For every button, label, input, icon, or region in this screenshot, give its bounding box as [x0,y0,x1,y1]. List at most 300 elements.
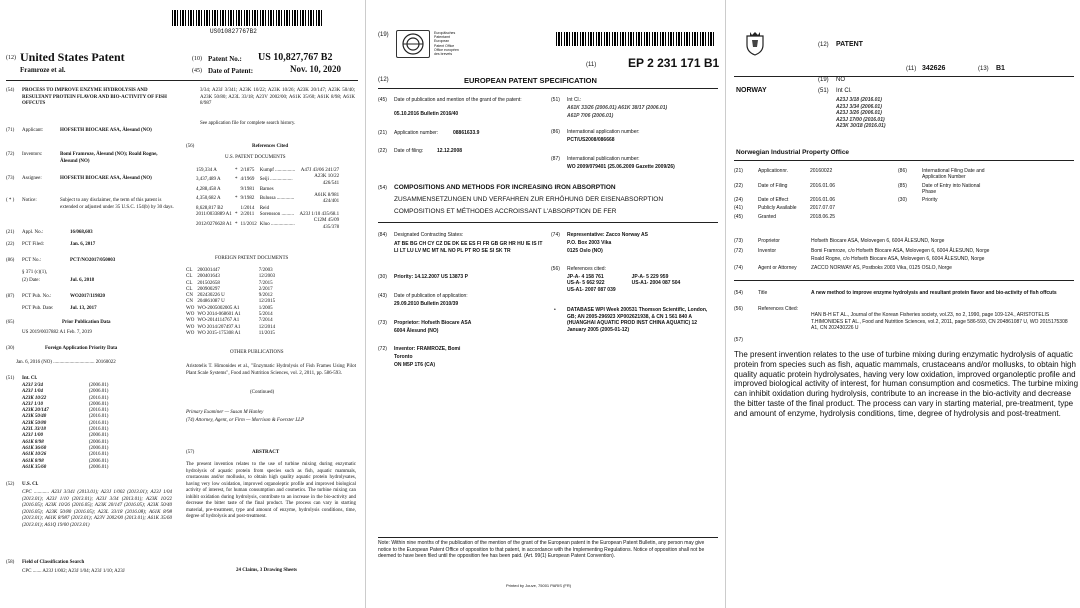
no-field-code-2: (30) [898,197,907,204]
doc-date: 5/2014 [258,312,273,318]
us-prior-pub-title: Prior Publication Data [62,320,111,325]
no-int-cl-item: A23J 17/00 (2016.01) [836,116,885,123]
doc-number: WO 2015-175308 A1 [197,330,241,336]
doc-country: CL [186,280,193,286]
us-header-rule [6,80,358,81]
no-kind: B1 [996,65,1005,72]
no-field-label-2 [922,214,992,222]
no-code51: (51) [818,88,829,94]
doc-class: A47J 43/06 241/27 [300,168,340,173]
ep-priority: Priority: 14.12.2007 US 13873 P [394,274,468,280]
int-cl-code: A23J 3/34 [22,383,43,388]
no-field-label: Applicationnr. [758,168,789,174]
us-references-title: References Cited [252,144,289,149]
int-cl-version: (2006.01) [88,383,109,388]
us-f371-date: Jul. 6, 2018 [70,278,95,283]
int-cl-code: A23K 50/40 [22,414,47,420]
doc-name: Kumpf ................ [259,168,296,173]
ep-proprietor-address: 6004 Ålesund (NO) [394,328,439,334]
ep-office-line: Office européen [434,47,459,52]
no-int-cl-list [818,97,885,130]
no-field-code-2 [898,205,922,213]
int-cl-version: (2006.01) [88,439,109,445]
int-cl-code: A23J 1/04 [22,389,43,395]
us-examiner: Primary Examiner — Susan M Hanley [186,410,264,415]
int-cl-code: A61K 8/98 [22,439,44,445]
ep-rep-address-2: 0125 Oslo (NO) [567,248,603,254]
us-doc-row [196,218,342,231]
ep-ref-cell: US-A1- 2007 087 039 [567,286,616,293]
ep-ref-database: DATABASE WPI Week 200531 Thomson Scientific, London, GB; AN 2005-296923 XP002621938, & CN 1 561 840 A (HUANGHAI AQUATIC PROD INST CHINA AQUATIC) 12 January 2005 (2005-01-12) [567,307,708,333]
us-attorney: (74) Attorney, Agent, or Firm — Morrison & Foerster LLP [186,418,305,423]
us-us-cl-text: CPC ............ A23J 3/341 (2013.01); A23J 1/002 (2013.01); A23J 1/04 (2013.01); A23J 1/10 (2013.01); A23J 3/34 (2013.01); A23K 10/22 (2016.05); A23K 10/26 (2016.05); A23K 20/147 (2016.05); A23K 50/40 (2016.05); A23K 50/80 (2016.05); A23L 33/18 (2016.08); A61K 8/98 (2013.01); A61K 8/987 (2013.01); A23V 2002/00 (2013.01); A61K 35/60 (2013.01); A61Q 19/00 (2013.01) [22,490,172,528]
doc-date: 7/2003 [258,268,273,273]
no-rule-lower [734,280,1074,281]
ep-office-line: des brevets [434,52,453,57]
no-country: NORWAY [736,87,767,94]
int-cl-version: (2016.01) [88,420,109,426]
ep-refs-table [567,274,696,293]
no-proprietor: Hofseth Biocare ASA, Molovegen 6, 6004 ÅLESUND, Norge [811,238,945,244]
no-f74-label: Agent or Attorney [758,265,797,271]
us-other-pubs-text: Aristotelis T. Himonides et al., "Enzymatic Hydrolysis of Fish Frames Using Pilot Plant Scale Systems", Food and Nutrition Sciences, vol. 2, 2011, pp. 586-593. [186,364,356,376]
doc-country: WO [186,305,195,311]
ep-f56-code: (56) [551,266,560,272]
no-rule-mid [734,160,1074,161]
ep-office-line: Europäisches [434,31,456,35]
no-info-row [734,214,992,222]
ep-f21-code: (21) [378,130,387,136]
doc-country: CL [186,268,193,273]
ep-printer: Printed by Jouve, 75001 PARIS (FR) [506,583,572,588]
no-field-code: (22) [734,182,743,189]
no-field-label-2 [922,205,992,213]
ep-grant-date: 05.10.2016 Bulletin 2016/40 [394,111,459,117]
us-f86-label: PCT No.: [22,258,42,263]
ep-patent-page [365,0,725,608]
us-field-search-text: CPC ....... A23J 1/002; A23J 1/04; A23J 1/10; A23J [22,569,125,574]
ep-ref-bullet: • [554,307,556,313]
us-patent-no: US 10,827,767 B2 [258,52,333,63]
ep-opposition-note: Note: Within nine months of the publication of the mention of the grant of the European patent in the European Patent Bulletin, any person may give notice to the European Patent Office of opposition to that patent, in accordance with the Implementing Regulations. Notice of opposition shall not be deemed to have been filed until the opposition fee has been paid. (Art. 99(1) European Patent Convention). [378,537,718,560]
foreign-doc-row [186,331,278,337]
no-info-row [734,183,992,198]
doc-date: 2/2017 [258,286,273,292]
int-cl-code: A23J 1/00 [22,433,43,439]
us-notice-label: Notice: [22,198,37,203]
us-title: United States Patent [20,50,125,64]
ep-f54-code: (54) [378,185,387,191]
ep-barcode [556,32,716,46]
no-field-value: 2016.01.06 [810,182,836,189]
no-inventor-1: Bomi Framroze, c/o Hofseth Biocare ASA, Molovegen 6, 6004 ÅLESUND, Norge [811,248,990,254]
doc-number: 159,334 A [196,168,217,173]
us-f65-code: (65) [6,320,15,325]
us-int-cl-table [22,383,111,471]
ep-proprietor: Proprietor: Hofseth Biocare ASA [394,320,472,326]
norway-crest-icon [744,30,766,56]
us-f54-title: PROCESS TO IMPROVE ENZYME HYDROLYSIS AND RESULTANT PROTEIN FLAVOR AND BIO-ACTIVITY OF FISH OFFCUTS [22,88,167,106]
ep-ref-cell: US-A- 5 662 922 [567,280,605,287]
ep-f45-label: Date of publication and mention of the grant of the patent: [394,97,522,103]
us-f21-code: (21) [6,230,15,235]
doc-country: CN [186,299,193,305]
us-f22-label: PCT Filed: [22,242,44,247]
no-references: HAN B-H ET AL., Journal of the Korean Fisheries society, vol.23, no 2, 1990, page 109-124., ARISTOTELIS T.HIMONIDES ET AL., Food and Nutrition Sciences, vol.2, 2011, page 586-593, CN 204861087 U, WO 2015175308 A1, CN 202430226 U [811,312,1068,331]
doc-number: WO-2005002005 A1 [197,305,240,311]
ep-f22-code: (22) [378,148,387,154]
doc-name: Sorensson .......... [259,212,295,218]
ep-rule-mid [378,222,718,223]
us-assignee: HOFSETH BIOCARE ASA, Ålesund (NO) [60,176,152,181]
ep-title-de: ZUSAMMENSETZUNGEN UND VERFAHREN ZUR ERHÖHUNG DER EISENABSORPTION [394,196,664,203]
no-int-cl-item: A23K 30/18 (2016.01) [836,123,886,129]
doc-number: 3,437,489 A [196,177,221,183]
us-barcode-number: US010827767B2 [210,28,257,35]
doc-date: 11/2015 [258,330,275,336]
doc-flag: * [234,168,238,173]
doc-number: WO 2014/207497 A1 [197,324,241,330]
us-pct-pub-no: WO2017/119820 [70,294,106,299]
ep-ref-cell: JP-A- 5 229 959 [631,274,669,280]
doc-date: 9/1982 [240,196,255,202]
doc-country: WO [186,324,195,330]
no-field-code: (21) [734,168,743,174]
ep-title-en: COMPOSITIONS AND METHODS FOR INCREASING IRON ABSORPTION [394,184,616,191]
no-field-value: 2017.07.07 [810,205,836,212]
doc-date: 12/2014 [258,324,276,330]
no-f74-code: (74) [734,265,743,271]
no-f72-code: (72) [734,248,743,254]
doc-country: WO [186,318,195,324]
us-doc-row [196,193,342,206]
us-claims: 24 Claims, 3 Drawing Sheets [236,568,297,573]
doc-country: CL [186,274,193,280]
us-f73-label: Assignee: [22,176,42,181]
doc-name: Kluo ................... [259,221,295,227]
no-patent-page [725,0,1080,608]
us-applicant: HOFSETH BIOCARE ASA, Ålesund (NO) [60,128,152,133]
us-foreign-docs-table [186,268,278,337]
no-f56-label: References Cited: [758,306,799,312]
us-search-history: See application file for complete search history. [200,121,296,126]
us-us-cl-title: U.S. Cl. [22,482,39,487]
doc-flag: * [234,221,238,227]
no-code19: (19) [818,77,829,83]
ep-code11: (11) [586,62,597,68]
us-f21-label: Appl. No.: [22,230,44,235]
doc-number: 204861087 U [197,299,225,305]
int-cl-version: (2016.01) [88,414,109,420]
doc-flag: * [234,212,238,218]
ep-ref-cell: JP-A- 4 158 761 [567,274,604,280]
ep-app-number: 08861633.9 [453,130,480,136]
ep-office-line: Patent Office [434,43,455,48]
int-cl-code: A23L 33/18 [22,427,46,433]
ep-f87-label: International publication number: [567,156,640,162]
ep-f84-code: (84) [378,232,387,238]
us-abstract-title: ABSTRACT [252,450,280,455]
no-int-cl-item: A23J 3/34 (2006.01) [836,103,882,110]
no-info-row [734,205,992,213]
us-f51-code: (51) [6,376,15,381]
ep-f30-code: (30) [378,274,387,280]
doc-name: Bulussa .............. [259,196,295,202]
no-info-row [734,197,992,205]
ep-f87-code: (87) [551,156,560,162]
doc-flag: * [234,177,238,183]
doc-number: WO 2014-068601 A1 [197,312,241,318]
us-date: Nov. 10, 2020 [290,64,342,74]
ep-number: EP 2 231 171 B1 [628,56,720,70]
int-cl-version: (2006.01) [88,458,109,464]
us-notice: Subject to any disclaimer, the term of this patent is extended or adjusted under 35 U.S.C. 154(b) by 30 days. [60,198,174,210]
us-abstract: The present invention relates to the use of turbine mixing during enzymatic hydrolysis of aquatic protein from species such as fish, aquatic mammals, crustaceans and/or mollusks, to obtain high quality aquatic protein hydrolysates, having very low oxidation, improved organoleptic profile and improved biological activity of interest, for human consumption and cosmetics. The turbine mixing can inhibit oxidation during hydrolysis, contribute to an increase in the bio-activity and decrease the bitter taste of the final product. The process can vary in starting material, pre-treatment, type and amount of enzyme, hydrolysis conditions, time, degree of hydrolysis and post-treatment. [186,462,356,519]
no-inventor-2: Roald Rogne, c/o Hofseth Biocare ASA, Molovegen 6, 6004 ÅLESUND, Norge [811,256,985,262]
us-continued: (Continued) [250,390,275,395]
us-prior-pub-line: US 2019/0037882 A1 Feb. 7, 2019 [22,330,92,335]
us-f72-label: Inventors: [22,152,43,157]
no-code19-val: NO [836,77,845,83]
ep-f21-label: Application number: [394,130,439,136]
ep-title-fr: COMPOSITIONS ET MÉTHODES ACCROISSANT L'ABSORPTION DE FER [394,208,617,215]
ep-f45-code: (45) [378,97,387,103]
ep-representative: Representative: Zacco Norway AS [567,232,648,238]
no-field-label-2: Priority [922,197,938,204]
doc-name: Barnes [259,186,274,192]
no-field-code-2: (85) [898,182,907,189]
doc-number: 200900297 [197,286,220,292]
us-f56-code: (56) [186,144,195,149]
int-cl-code: A23K 50/80 [22,420,47,426]
doc-date: 1/2014 [240,205,255,211]
int-cl-code: A23K 20/147 [22,408,49,414]
foreign-doc-row [186,318,278,324]
int-cl-code: A61K 36/60 [22,445,47,451]
doc-date: 7/2014 [258,318,273,324]
ep-doc-type: EUROPEAN PATENT SPECIFICATION [464,76,597,85]
ep-f43-label: Date of publication of application: [394,293,468,299]
ep-refs-label: References cited: [567,266,606,272]
ep-f51-code: (51) [551,97,560,103]
no-field-code: (45) [734,213,743,220]
no-field-value: 20160022 [810,168,833,174]
us-f71-code: (71) [6,128,15,133]
ep-f73-code: (73) [378,320,387,326]
us-patent-page [0,0,365,608]
us-patent-no-label: Patent No.: [208,55,242,63]
ep-int-cl-line1: A61K 33/26 (2006.01) A61K 38/17 (2006.01) [567,105,668,111]
no-field-code: (24) [734,197,743,204]
doc-number: 202430226 U [197,293,225,299]
us-date-code: (45) [192,68,202,74]
no-rule-top [734,76,1074,77]
int-cl-version: (2016.01) [88,408,109,414]
ep-code19: (19) [378,32,389,38]
ep-inventor-postal: ON M5P 1T6 (CA) [394,362,436,368]
doc-date: 2/1875 [240,168,255,173]
doc-date: 12/2015 [258,299,276,305]
us-inventors: Bomi Framroze, Ålesund (NO); Roald Rogne, Ålesund (NO) [60,152,158,164]
doc-country: WO [186,330,195,336]
us-inventor-short: Framroze et al. [20,66,66,74]
us-f73-code: (73) [6,176,15,181]
epo-logo-icon [396,30,430,58]
ep-f74-code: (74) [551,232,560,238]
us-foreign-priority-line: Jan. 6, 2016 (NO) ................................. 20160022 [16,360,116,365]
ep-filing-date: 12.12.2008 [437,148,463,154]
doc-date: 1/2005 [258,305,273,311]
ep-f84-label: Designated Contracting States: [394,232,464,238]
ep-rep-address-1: P.O. Box 2003 Vika [567,240,612,246]
ep-f51-label: Int Cl.: [567,97,582,103]
no-agent: ZACCO NORWAY AS, Postboks 2003 Vika, 0125 OSLO, Norge [811,265,952,271]
ep-intl-app-no: PCT/US2008/086668 [567,137,615,143]
no-code12: (12) [818,42,829,48]
int-cl-code: A23J 1/10 [22,401,43,407]
us-f371-label: § 371 (c)(1), [22,270,48,275]
us-search-cont: 3/34; A23J 3/341; A23K 10/22; A23K 10/26; A23K 20/147; A23K 50/40; A23K 50/80; A23L 33/18; A23V 2002/00; A61K 35/60; A61K 8/98; A61K 8/987 [200,88,355,106]
doc-number: 2012/0276628 A1 [196,221,232,227]
no-int-cl-label: Int Cl. [836,88,852,94]
no-int-cl-item: A23J 3/26 (2006.01) [836,110,882,116]
no-f56-code: (56) [734,306,743,312]
no-field-label: Publicly Available [758,205,797,212]
no-int-cl-item: A23J 3/18 (2016.01) [836,97,882,103]
doc-class: A23K 10/22 426/541 [314,174,340,186]
us-doc-row [196,174,342,187]
no-field-label-2: International Filing Date and Application Number [922,168,985,181]
no-office: Norwegian Industrial Property Office [736,149,850,156]
us-int-cl-title: Int. Cl. [22,376,38,381]
us-foreign-priority-title: Foreign Application Priority Data [45,346,118,351]
doc-date: 7/2015 [258,280,273,286]
no-f72-label: Inventor [758,248,777,254]
no-title: A new method to improve enzyme hydrolysis and resultant protein flavor and bio-activity of fish offcuts [811,290,1057,296]
us-f371-date-label: (2) Date: [22,278,40,283]
doc-number: 8,628,817 B2 [196,205,224,211]
doc-date: 9/1981 [240,186,255,192]
doc-date: 11/2012 [240,221,257,227]
us-f22-code: (22) [6,242,15,247]
us-other-pubs-title: OTHER PUBLICATIONS [230,350,284,355]
doc-class: A23J 1/10 435/68.1 [299,212,340,218]
doc-class: A61K 8/981 424/401 [314,193,340,205]
no-f54-code: (54) [734,290,743,296]
us-barcode [172,10,322,26]
ep-pub-date: 29.09.2010 Bulletin 2010/39 [394,301,459,307]
no-field-label: Date of Effect [758,197,789,204]
us-f54-code: (54) [6,88,15,93]
no-f73-code: (73) [734,238,743,244]
ep-intl-pub-no: WO 2009/079401 (25.06.2009 Gazette 2009/26) [567,164,675,170]
us-country-code: (12) [6,55,16,61]
doc-country: CN [186,293,193,299]
us-notice-code: ( * ) [6,198,15,203]
doc-number: 4,288,458 A [196,186,221,192]
ep-ref-cell: US-A1- 2004 087 504 [631,280,681,287]
ep-f72-code: (72) [378,346,387,352]
no-field-code-2: (86) [898,168,907,174]
no-doc-type: PATENT [836,41,863,48]
us-pct-pub-date-label: PCT Pub. Date: [22,306,54,311]
ep-code12: (12) [378,77,389,83]
us-field-search-title: Field of Classification Search [22,560,85,565]
us-pct-no: PCT/NO2017/050003 [70,258,116,263]
no-field-value: 2018.06.25 [810,213,836,220]
ep-office-line: Patentamt [434,35,450,40]
doc-name: Reid [259,205,270,211]
doc-number: 4,350,682 A [196,196,221,202]
no-f57-code: (57) [734,337,743,343]
ep-int-cl-line2: A61P 7/06 (2006.01) [567,113,614,119]
us-f57-code: (57) [186,450,195,455]
no-code11: (11) [906,66,917,72]
ep-f43-code: (43) [378,293,387,299]
no-field-code-2 [898,214,922,222]
ep-ref-row [567,287,696,293]
doc-date: 12/2003 [258,274,276,280]
ep-designated-states: AT BE BG CH CY CZ DE DK EE ES FI FR GB GR HR HU IE IS IT LI LT LU LV MC MT NL NO PL PT RO SE SI SK TR [394,241,543,254]
no-info-table [734,168,992,222]
us-f87-code: (87) [6,294,15,299]
doc-number: 200301447 [197,268,220,273]
doc-date: 4/1969 [240,177,255,183]
ep-office-line: European [434,39,450,44]
no-field-label: Granted [758,213,777,220]
no-f54-label: Title [758,290,768,296]
us-us-docs-title: U.S. PATENT DOCUMENTS [225,155,286,160]
doc-class: C12M 45/09 435/378 [313,218,340,230]
int-cl-version: (2016.01) [88,452,109,458]
int-cl-version: (2006.01) [88,401,109,407]
no-f73-label: Proprietor [758,238,780,244]
us-patent-no-code: (10) [192,56,202,62]
no-info-row [734,168,992,183]
ep-ref-cell [632,287,697,293]
int-cl-version: (2006.01) [88,445,109,451]
int-cl-code: A61K 10/26 [22,452,47,458]
int-cl-version: (2006.01) [88,464,109,470]
doc-name: Seiji .................. [259,177,293,183]
us-f86-code: (86) [6,258,15,263]
us-f58-code: (58) [6,560,15,565]
ep-office-names [434,31,459,56]
doc-number: 200401643 [197,274,220,280]
ep-ref-row [567,280,696,286]
int-cl-version: (2016.01) [88,395,109,401]
us-pct-filed: Jan. 6, 2017 [70,242,96,247]
us-f71-label: Applicant: [22,128,44,133]
us-pct-pub-date: Jul. 13, 2017 [70,306,97,311]
no-field-code: (41) [734,205,743,212]
no-abstract: The present invention relates to the use of turbine mixing during enzymatic hydrolysis of aquatic protein from species such as fish, aquatic mammals, crustaceans and/or mollusks, to obtain high quality aquatic protein hydrolysates, having very low oxidation, improved organoleptic profile and improved biological activity of interest, for human consumption and cosmetics. The turbine mixing can inhibit oxidation during hydrolysis, contribute to an increase in the bio-activity and decrease the bitter taste of the final product. The process can vary in starting material, pre-treatment, type and amount of enzyme, hydrolysis conditions, time, degree of hydrolysis and post-treatment. [734,350,1079,418]
us-f72-code: (72) [6,152,15,157]
int-cl-code: A61K 8/98 [22,458,44,464]
us-appl-no: 16/068,603 [70,230,93,235]
doc-date: 9/2012 [258,293,273,299]
doc-country: WO [186,312,195,318]
no-number: 342626 [922,65,946,72]
no-code13: (13) [978,66,989,72]
ep-f86-label: International application number: [567,129,640,135]
us-f87-label: PCT Pub. No.: [22,294,52,299]
int-cl-code: A61K 35/60 [22,464,47,470]
ep-inventor-city: Toronto [394,354,413,360]
no-field-label-2: Date of Entry into National Phase [922,182,981,195]
int-cl-row [22,465,111,471]
us-foreign-docs-title: FOREIGN PATENT DOCUMENTS [215,256,289,261]
